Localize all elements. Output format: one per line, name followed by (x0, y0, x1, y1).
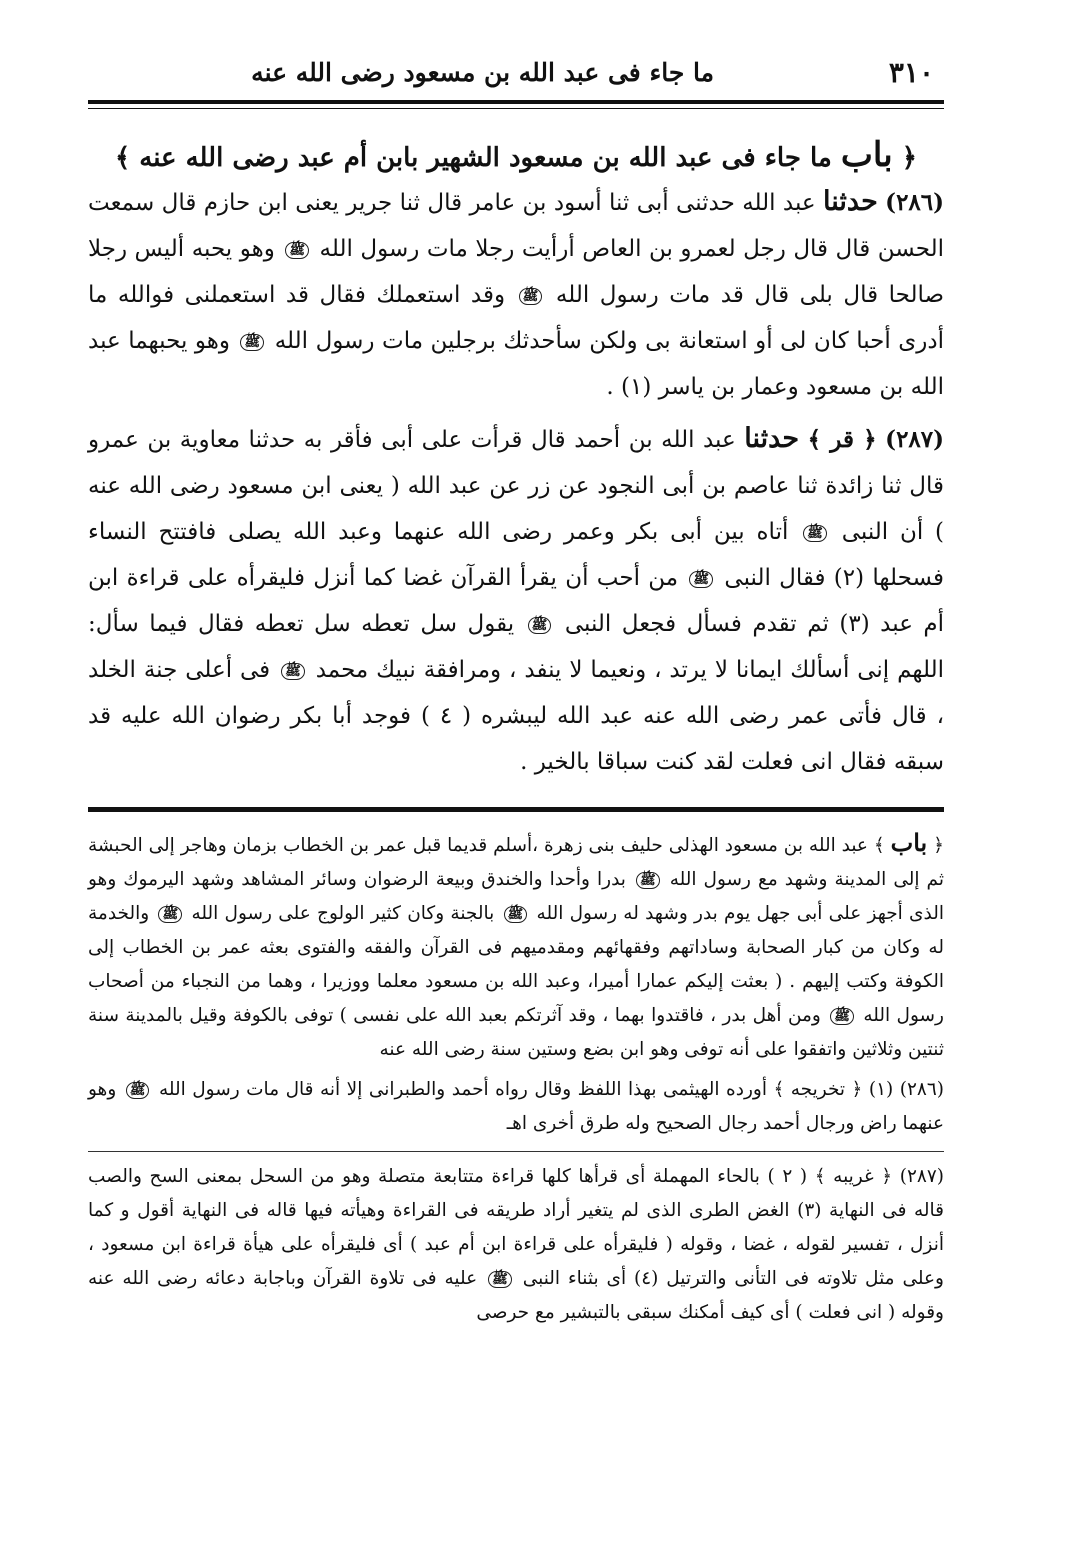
salawat-icon: ﷺ (158, 906, 182, 923)
header-rule (88, 108, 944, 109)
note-text: (٢٨٦) (١) ﴿ تخريجه ﴾ أورده الهيثمى بهذا اللفظ وقال رواه أحمد والطبرانى إلا أنه قال مات رسول الله (158, 1079, 944, 1100)
hadith-286 (88, 179, 944, 410)
hadith-number: (٢٨٦) (885, 189, 945, 216)
hadith-number: (٢٨٧) (885, 426, 945, 453)
salawat-icon: ﷺ (689, 571, 713, 588)
hadith-text: عبد الله بن أحمد قال قرأت على أبى فأقر به حدثنا معاوية بن عمرو قال ثنا زائدة ثنا عاصم بن أبى النجود عن زر عن عبد الله ( يعنى ابن مسعود رضى الله عنه ) أن النبى (88, 427, 945, 545)
footnote-287 (88, 1160, 944, 1330)
book-page (88, 50, 944, 1510)
page-number: ٣١٠ (888, 56, 934, 89)
hadith-text: من أحب أن يقرأ القرآن غضا كما أنزل فليقرأه على قراءة ابن أم عبد (٣) ثم تقدم فسأل فجعل النبى (88, 565, 945, 637)
note-text: (٢٨٧) ﴿ غريبه ﴾ ( ٢ ) بالحاء المهملة أى قرأها كلها قراءة متتابعة متصلة وهو من السحل بمعنى السح والصب قاله فى النهاية (٣) الغض الطرى الذى لم يتغير أراد طريقه فى القراءة وهيأته فيها قاله فى النهاية أقول و كما أنزل ، تفسير لقوله ، غضا ، وقوله ( فليقرأه على قراءة ابن أم عبد ) أى فليقرأه على هيأة قراءة ابن مسعود ، وعلى مثل تلاوته فى التأنى والترتيل (٤) أى بثناء النبى (88, 1166, 945, 1289)
hadith-text: وقد استعملك فقال قد استعملنى فوالله ما أدرى أحبا كان لى أو استعانة بى ولكن سأحدثك برجلين مات رسول الله (88, 282, 944, 354)
salawat-icon: ﷺ (285, 242, 309, 259)
hadith-text: فى أعلى جنة الخلد ، قال فأتى عمر رضى الله عنه عبد الله ليبشره ( ٤ ) فوجد أبا بكر رضوان الله عليه قد سبقه فقال انى فعلت لقد كنت سباقا بالخير . (88, 657, 944, 775)
chapter-heading (88, 135, 944, 175)
note-text: بدرا وأحدا والخندق وبيعة الرضوان وسائر المشاهد وشهد اليرموك وهو الذى أجهز على أبى جهل يوم بدر وشهد له رسول الله (88, 869, 945, 924)
footnotes-rule (88, 807, 944, 812)
haddathana-mark: حدثنا (823, 186, 878, 217)
note-bab-label: باب (890, 828, 928, 857)
hadith-text: يقول سل تعطه سل تعطه فقال فيما سأل: اللهم إنى أسألك ايمانا لا يرتد ، ونعيما لا ينفد ، ومرافقة نبيك محمد (88, 611, 945, 683)
footnote-separator (88, 1151, 944, 1152)
hadith-text: أتاه بين أبى بكر وعمر رضى الله عنهما وعبد الله يصلى فافتتح النساء فسحلها (٢) فقال النبى (88, 519, 944, 591)
note-text: عبد الله بن مسعود الهذلى حليف بنى زهرة ،أسلم قديما قبل عمر بن الخطاب بزمان وهاجر إلى الحبشة ثم إلى المدينة وشهد مع رسول الله (88, 835, 944, 890)
salawat-icon: ﷺ (504, 906, 528, 923)
footnote-biography (88, 826, 944, 1067)
chapter-title: ما جاء فى عبد الله بن مسعود الشهير بابن أم عبد رضى الله عنه (139, 143, 832, 173)
note-text: وهو عنهما راض ورجال أحمد رجال الصحيح وله طرق أخرى اهـ (88, 1079, 944, 1134)
running-head (88, 50, 944, 104)
note-text: والخدمة له وكان من كبار الصحابة وساداتهم وفقهائهم ومقدميهم فى القرآن والفقه والفتوى بعثه عمر بن الخطاب إلى الكوفة وكتب إليهم . ( بعثت إليكم عمارا أميرا، وعبد الله بن مسعود معلما ووزيرا ، وهما من النجباء من أصحاب رسول الله (88, 903, 944, 1026)
note-close-bracket: ﴾ (873, 835, 885, 856)
salawat-icon: ﷺ (126, 1082, 150, 1099)
salawat-icon: ﷺ (528, 617, 552, 634)
salawat-icon: ﷺ (830, 1008, 854, 1025)
salawat-icon: ﷺ (519, 288, 543, 305)
note-text: بالجنة وكان كثير الولوج على رسول الله (191, 903, 495, 924)
main-text (88, 179, 944, 785)
hadith-text: وهو يحبه أليس رجلا صالحا قال بلى قال قد مات رسول الله (88, 236, 945, 308)
bab-label: باب (840, 135, 893, 175)
footnote-286 (88, 1073, 944, 1141)
note-text: عليه فى تلاوة القرآن وباجابة دعائه رضى الله عنه وقوله ( انى فعلت ) أى كيف أمكنك سبقى بالتبشير مع حرصى (88, 1268, 944, 1323)
heading-close-bracket: ﴾ (114, 143, 131, 173)
salawat-icon: ﷺ (636, 872, 660, 889)
hadith-text: عبد الله حدثنى أبى ثنا أسود بن عامر قال ثنا جرير يعنى ابن حازم قال سمعت الحسن قال قال رجل لعمرو بن العاص أرأيت رجلا مات رسول الله (88, 190, 945, 262)
hadith-text: وهو يحبهما عبد الله بن مسعود وعمار بن ياسر (١) . (88, 328, 944, 400)
haddathana-mark: حدثنا (744, 423, 800, 454)
qaf-mark: ﴿ قر ﴾ (807, 426, 877, 453)
note-open-bracket: ﴿ (933, 835, 944, 856)
note-text: ومن أهل بدر ، فاقتدوا بهما ، وقد آثرتكم بعبد الله على نفسى ) توفى بالكوفة وقيل بالمدينة سنة ثنتين وثلاثين واتفقوا على أنه توفى وهو ابن بضع وستين سنة رضى الله عنه (88, 1005, 944, 1060)
footnotes (88, 826, 944, 1330)
salawat-icon: ﷺ (803, 525, 827, 542)
salawat-icon: ﷺ (281, 663, 305, 680)
salawat-icon: ﷺ (488, 1271, 512, 1288)
heading-open-bracket: ﴿ (901, 143, 918, 173)
hadith-287 (88, 416, 944, 785)
running-head-title: ما جاء فى عبد الله بن مسعود رضى الله عنه (251, 58, 714, 87)
salawat-icon: ﷺ (240, 334, 264, 351)
